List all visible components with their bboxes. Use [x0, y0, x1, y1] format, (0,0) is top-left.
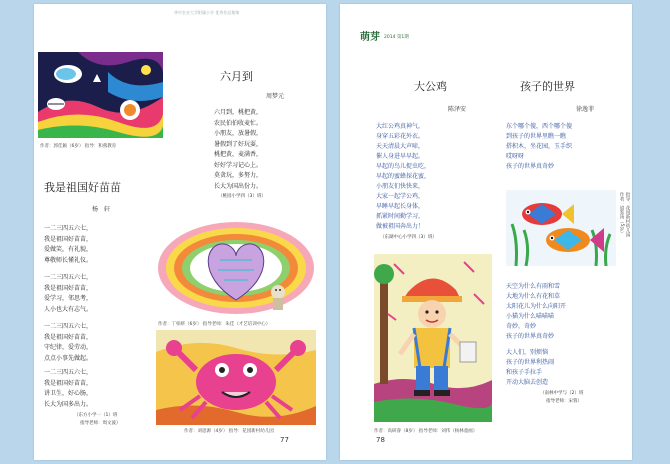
poem-line: 早起的鸟儿捉虫吃，	[376, 163, 431, 170]
poem-line: 身穿五彩花外衣。	[376, 133, 425, 140]
rooster-poem-body	[376, 122, 430, 232]
poem-line: 小朋友们快快来，	[376, 183, 425, 190]
caption-fish-author: 作者：道鉴汤（5岁）	[619, 192, 624, 236]
poem1-body	[214, 108, 262, 192]
header-issue: 2014 第1期	[384, 35, 409, 40]
poem-line: 奇妙，奇妙	[506, 323, 537, 330]
poem-line: 催人身进早早起。	[376, 153, 425, 160]
poem2-stanza-3	[44, 322, 92, 364]
poem-line: 做被祖国奔出力！	[376, 223, 425, 230]
poem2-signature-1: （东方小学一（1）班	[74, 413, 118, 418]
page-number-left: 77	[280, 436, 289, 444]
poem-line: 和孩子手拉手	[506, 369, 543, 376]
poem-line: 一二三四五六七，	[44, 225, 93, 232]
header-brand: 萌芽	[360, 32, 380, 43]
poem-line: 哎呀呀	[506, 153, 525, 160]
poem1-author: 周梦元	[266, 93, 285, 100]
poem-line: 搭积木，坐花园，玉手织	[506, 143, 573, 150]
poem-line: 大人们，别烦恼	[506, 349, 549, 356]
poem-line: 我是祖国好苗苗，	[44, 379, 93, 387]
poem-line: 暑假到了好玩耍，	[214, 140, 263, 148]
poem-line: 农民伯伯收麦忙。	[214, 119, 263, 127]
rooster-poem-title: 大公鸡	[414, 80, 447, 93]
poem-line: 孩子的世界利热闹	[506, 359, 555, 366]
poem2-title: 我是祖国好苗苗	[44, 181, 121, 194]
caption-ocean: 作者：郭佳颖（6岁） 指导：和燕教育	[40, 144, 117, 149]
children-poem-stanza-3	[506, 348, 554, 388]
poem-line: 莫贪玩，多努力，	[214, 172, 263, 179]
poem-line: 大地为什么有花和草	[506, 293, 561, 300]
poem-line: 早睡早起长身体，	[376, 203, 425, 210]
poem-line: 大红公鸡真神气，	[376, 123, 425, 130]
poem-line: 长大为国出份力。	[214, 182, 263, 190]
poem-line: 小朋友，放暑假，	[214, 130, 263, 137]
poem-line: 开动大脑去创造	[506, 379, 549, 386]
poem-line: 长大为国多出力。	[44, 400, 93, 408]
poem-line: 桃把黄，麦满香，	[214, 151, 263, 158]
poem-line: 尊敬师长懂礼仪。	[44, 256, 93, 264]
poem-line: 天空为什么有雨和雪	[506, 283, 561, 290]
poem2-stanza-1	[44, 224, 92, 266]
poem-line: 点点小事先做起。	[44, 354, 93, 362]
poem-line: 讲卫生，好心肠，	[44, 390, 93, 397]
caption-fish-guide: 指导：花园新村幼儿园	[625, 192, 630, 237]
poem-line: 一二三四五六七，	[44, 274, 93, 281]
poem-line: 我是祖国好苗苗，	[44, 235, 93, 243]
poem2-signature-2: 指导老师：周文波）	[80, 421, 121, 426]
poem-line: 我是祖国好苗苗，	[44, 333, 93, 341]
painting-crab	[156, 330, 316, 425]
caption-crab: 作者：刘思源（4岁） 指导：花园新村幼儿园	[184, 429, 274, 434]
poem-line: 大家一起学公鸡，	[376, 193, 425, 200]
poem-line: 早起的蜜蜂採花蜜，	[376, 173, 431, 180]
poem-line: 抓紧时间勤学习，	[376, 213, 425, 220]
caption-boy: 作者：高研睿（8岁） 指导老师：刘伟（杨林童画）	[374, 429, 478, 434]
poem-line: 好好学习记心上。	[214, 161, 263, 169]
painting-boy	[374, 254, 492, 422]
children-poem-stanza-2	[506, 282, 566, 342]
painting-fish	[506, 190, 616, 266]
rooster-poem-signature: （东湖中心小学四（3）班）	[380, 235, 437, 240]
right-page	[340, 4, 632, 460]
poem2-stanza-2	[44, 273, 92, 315]
poem-line: 到孩子的世界里瞧一瞧	[506, 133, 567, 140]
painting-heart	[156, 220, 316, 316]
poem-line: 小猫为什么喵喵喵	[506, 313, 555, 320]
poem1-signature: （桃园小学四（3）班）	[218, 194, 266, 199]
rooster-poem-author: 陈泽安	[448, 106, 467, 113]
poem1-title: 六月到	[220, 70, 253, 83]
poem-line: 爱学习，邻思考，	[44, 295, 93, 302]
left-page	[34, 4, 326, 460]
poem-line: 孩子的世界真奇妙	[506, 163, 555, 170]
poem-line: 孩子的世界真奇妙	[506, 333, 555, 340]
page-number-right: 78	[376, 436, 385, 444]
poem-line: 六月到，桃把黄，	[214, 109, 263, 116]
poem-line: 天天清晨大声啼，	[376, 143, 425, 150]
children-poem-signature-1: （南林中学与（2）班	[540, 391, 584, 396]
poem-line: 人小也大有志气。	[44, 305, 93, 313]
painting-ocean	[38, 52, 163, 138]
poem-line: 爱做笑，有礼貌，	[44, 246, 93, 253]
caption-heart: 作者：丁柏妍（6岁） 指导老师：朱佳（才艺培训中心）	[158, 322, 271, 327]
children-poem-title: 孩子的世界	[520, 80, 575, 93]
poem-line: 一二三四五六七，	[44, 369, 93, 376]
children-poem-signature-2: 指导老师：宋蓉）	[546, 399, 582, 404]
left-header: 华中农业大学附属小学 优秀作品集锦	[174, 10, 240, 15]
poem-line: 一二三四五六七，	[44, 323, 93, 330]
poem2-stanza-4	[44, 368, 92, 410]
poem-line: 我是祖国好苗苗，	[44, 284, 93, 292]
poem-line: 太阳花儿为什么向阳开	[506, 303, 567, 310]
children-poem-stanza-1	[506, 122, 572, 172]
children-poem-author: 徐逸菲	[576, 106, 595, 113]
poem2-author: 杨 轩	[92, 206, 111, 213]
poem-line: 守纪律，爱劳动，	[44, 344, 93, 351]
poem-line: 东个哪个傻，西个哪个傻	[506, 123, 573, 130]
